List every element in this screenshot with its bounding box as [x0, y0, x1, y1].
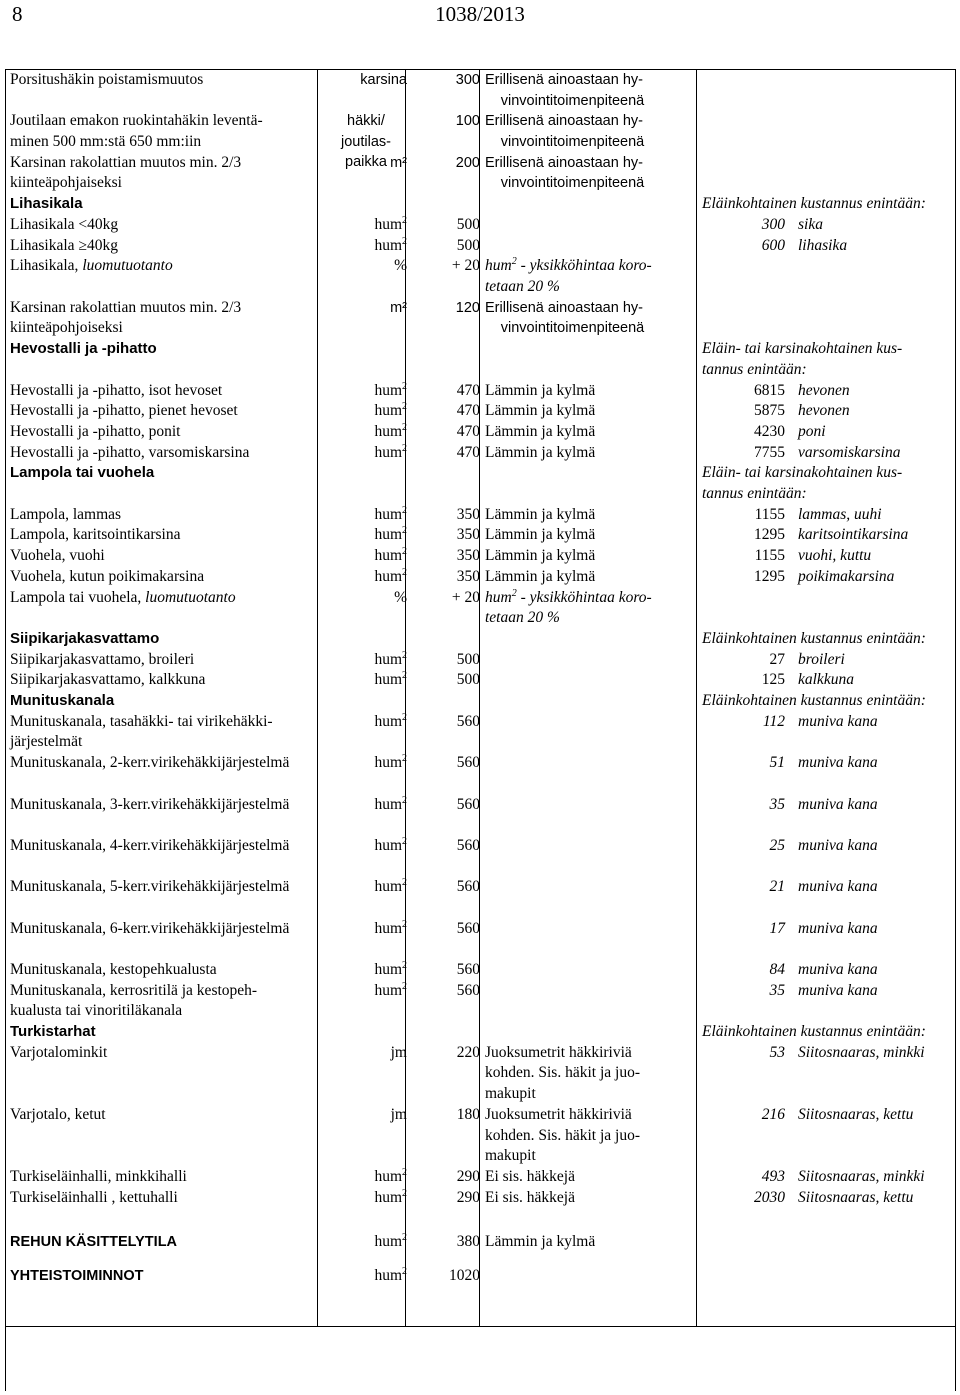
row-unit: hum$^2$: [374, 1266, 407, 1285]
section-cost-note: Eläin- tai karsinakohtainen kus- tannus enintään:: [702, 340, 903, 378]
table-row: [5, 1167, 956, 1188]
section-header: [5, 691, 956, 712]
row-unit-cost: 35: [769, 981, 785, 999]
row-unit: hum$^2$: [374, 753, 407, 772]
row-name: Siipikarjakasvattamo, kalkkuna: [10, 671, 206, 689]
row-unit-cost: 125: [761, 671, 785, 689]
row-value: 350: [456, 567, 480, 585]
row-unit: m²: [390, 299, 407, 316]
document-number: 1038/2013: [435, 2, 525, 26]
row-value: 500: [456, 650, 480, 668]
row-note: Lämmin ja kylmä: [485, 402, 596, 420]
row-name: Munituskanala, tasahäkki- tai virikehäkki- järjestelmät: [10, 712, 273, 751]
table-row: [5, 443, 956, 464]
row-name: Joutilaan emakon ruokintahäkin leventä- minen 500 mm:stä 650 mm:iin: [10, 112, 263, 150]
row-name: Turkiseläinhalli , kettuhalli: [10, 1188, 178, 1206]
row-unit: hum$^2$: [374, 877, 407, 896]
row-value: 500: [456, 671, 480, 689]
row-value: 560: [456, 712, 480, 730]
section-header: [5, 463, 956, 504]
row-name: Munituskanala, 2-kerr.virikehäkkijärjestelmä: [10, 754, 290, 772]
row-unit: hum$^2$: [374, 835, 407, 854]
row-unit-cost: 6815: [754, 381, 785, 399]
row-animal-type: muniva kana: [798, 961, 878, 979]
row-unit: hum$^2$: [374, 504, 407, 523]
table-row: [5, 153, 956, 194]
row-unit: hum$^2$: [374, 525, 407, 544]
row-unit-cost: 5875: [754, 402, 785, 420]
row-note: Lämmin ja kylmä: [485, 1232, 596, 1250]
row-animal-type: hevonen: [798, 381, 850, 399]
section-title: Lihasikala: [10, 195, 83, 213]
row-value: 200: [455, 154, 480, 171]
row-unit: hum$^2$: [374, 1187, 407, 1206]
page-header: [0, 0, 960, 30]
row-name: Porsitushäkin poistamismuutos: [10, 71, 204, 88]
row-value: 470: [456, 402, 480, 420]
table-row: [5, 919, 956, 960]
row-unit-cost: 25: [769, 836, 785, 854]
row-animal-type: karitsointikarsina: [798, 526, 909, 544]
row-unit: %: [394, 588, 407, 606]
row-unit-cost: 493: [761, 1168, 785, 1186]
row-unit: hum$^2$: [374, 214, 407, 233]
row-animal-type: muniva kana: [798, 712, 878, 730]
row-name: Lihasikala, luomutuotanto: [10, 257, 173, 275]
row-unit: %: [394, 257, 407, 275]
row-value: 500: [456, 236, 480, 254]
row-unit: hum$^2$: [374, 546, 407, 565]
table-row: [5, 70, 956, 111]
row-unit-cost: 35: [769, 795, 785, 813]
row-value: 560: [456, 878, 480, 896]
row-note: Lämmin ja kylmä: [485, 526, 596, 544]
section-header: [5, 1022, 956, 1043]
table-row: [5, 505, 956, 526]
row-name: Vuohela, vuohi: [10, 547, 105, 565]
row-unit: hum$^2$: [374, 235, 407, 254]
row-name: Lihasikala <40kg: [10, 215, 119, 233]
row-unit-cost: 2030: [754, 1188, 785, 1206]
row-name: Munituskanala, kestopehkualusta: [10, 961, 217, 979]
section-title: Turkistarhat: [10, 1023, 96, 1041]
row-name: Munituskanala, 3-kerr.virikehäkkijärjestelmä: [10, 795, 290, 813]
section-title: Hevostalli ja -pihatto: [10, 340, 157, 358]
row-note: hum$^2$ - yksikköhintaa koro- tetaan 20 %: [485, 256, 652, 295]
row-note: Lämmin ja kylmä: [485, 422, 596, 440]
row-name: Munituskanala, 5-kerr.virikehäkkijärjestelmä: [10, 878, 290, 896]
row-unit: hum$^2$: [374, 401, 407, 420]
row-note: Ei sis. häkkejä: [485, 1188, 575, 1206]
row-value: 350: [456, 526, 480, 544]
row-unit: hum$^2$: [374, 649, 407, 668]
table-row: [5, 422, 956, 443]
row-value: 180: [456, 1106, 480, 1123]
row-note: Lämmin ja kylmä: [485, 505, 596, 523]
row-unit-cost: 84: [769, 961, 785, 979]
row-unit: hum$^2$: [374, 442, 407, 461]
section-cost-note: Eläinkohtainen kustannus enintään:: [702, 629, 926, 647]
row-unit-cost: 17: [769, 919, 785, 937]
row-note: Lämmin ja kylmä: [485, 547, 596, 565]
row-animal-type: hevonen: [798, 402, 850, 420]
row-unit: hum$^2$: [374, 918, 407, 937]
row-name: Hevostalli ja -pihatto, pienet hevoset: [10, 402, 238, 420]
row-animal-type: vuohi, kuttu: [798, 547, 872, 565]
row-animal-type: poni: [798, 422, 826, 440]
row-animal-type: muniva kana: [798, 981, 878, 999]
row-unit: m²: [390, 154, 407, 171]
table-row: [5, 1266, 956, 1287]
row-name: Varjotalominkit: [10, 1043, 108, 1061]
row-unit-cost: 1155: [754, 505, 785, 523]
table-row: [5, 836, 956, 877]
row-value: 470: [456, 381, 480, 399]
table-row: [5, 256, 956, 297]
row-name: Hevostalli ja -pihatto, varsomiskarsina: [10, 443, 250, 461]
table-row: [5, 588, 956, 629]
table-row: [5, 236, 956, 257]
row-name: Munituskanala, 4-kerr.virikehäkkijärjestelmä: [10, 836, 290, 854]
row-unit: hum$^2$: [374, 1231, 407, 1250]
row-note: Erillisenä ainoastaan hy- vinvointitoimenpiteenä: [485, 154, 645, 192]
section-cost-note: Eläin- tai karsinakohtainen kus- tannus enintään:: [702, 464, 903, 502]
row-name: Munituskanala, kerrosritilä ja kestopeh- kualusta tai vinoritiläkanala: [10, 981, 258, 1020]
row-unit: hum$^2$: [374, 380, 407, 399]
row-unit-cost: 1295: [754, 526, 785, 544]
row-name: Hevostalli ja -pihatto, isot hevoset: [10, 381, 223, 399]
table-row: [5, 877, 956, 918]
section-cost-note: Eläinkohtainen kustannus enintään:: [702, 692, 926, 709]
page-number: 8: [12, 2, 23, 26]
row-animal-type: muniva kana: [798, 754, 878, 772]
section-cost-note: Eläinkohtainen kustannus enintään:: [702, 1023, 926, 1041]
row-animal-type: kalkkuna: [798, 671, 854, 689]
row-value: 560: [456, 981, 480, 999]
table-row: [5, 960, 956, 981]
row-value: 1020: [449, 1267, 480, 1285]
row-name: Siipikarjakasvattamo, broileri: [10, 650, 195, 668]
row-value: 560: [456, 961, 480, 979]
row-value: 470: [456, 443, 480, 461]
row-value: 560: [456, 754, 480, 772]
row-value: + 20: [451, 588, 480, 606]
row-animal-type: Siitosnaaras, minkki: [798, 1043, 925, 1061]
row-unit: hum$^2$: [374, 566, 407, 585]
row-name: Lihasikala ≥40kg: [10, 236, 118, 254]
row-value: 560: [456, 795, 480, 813]
row-name: Lampola tai vuohela, luomutuotanto: [10, 588, 236, 606]
row-value: 120: [455, 299, 480, 316]
row-unit: hum$^2$: [374, 794, 407, 813]
table-row: [5, 981, 956, 1022]
row-animal-type: muniva kana: [798, 836, 878, 854]
section-title: Munituskanala: [10, 692, 115, 709]
row-unit-cost: 7755: [754, 443, 785, 461]
row-unit: hum$^2$: [374, 960, 407, 979]
row-value: 290: [456, 1188, 480, 1206]
row-animal-type: varsomiskarsina: [798, 443, 901, 461]
row-name: Hevostalli ja -pihatto, ponit: [10, 422, 181, 440]
row-note: Erillisenä ainoastaan hy- vinvointitoimenpiteenä: [485, 113, 645, 150]
row-unit-cost: 4230: [754, 422, 785, 440]
table-row: [5, 381, 956, 402]
table-row: [5, 546, 956, 567]
row-value: + 20: [451, 257, 480, 275]
row-value: 350: [456, 505, 480, 523]
section-header: [5, 629, 956, 650]
row-value: 560: [456, 836, 480, 854]
row-value: 220: [456, 1043, 480, 1061]
row-note: Juoksumetrit häkkiriviä kohden. Sis. häkit ja juo- makupit: [485, 1043, 640, 1102]
row-unit-cost: 53: [769, 1043, 785, 1061]
row-animal-type: lammas, uuhi: [798, 505, 882, 523]
row-unit-cost: 1295: [754, 567, 785, 585]
row-name: Vuohela, kutun poikimakarsina: [10, 567, 205, 585]
row-note: Ei sis. häkkejä: [485, 1168, 575, 1186]
row-animal-type: muniva kana: [798, 795, 878, 813]
table-row: [5, 401, 956, 422]
table-row: [5, 712, 956, 753]
row-unit-cost: 21: [769, 878, 785, 896]
row-value: 470: [456, 422, 480, 440]
row-value: 380: [456, 1232, 480, 1250]
row-animal-type: Siitosnaaras, kettu: [798, 1106, 914, 1123]
row-note: Lämmin ja kylmä: [485, 567, 596, 585]
row-unit: hum$^2$: [374, 980, 407, 999]
row-value: 290: [456, 1168, 480, 1186]
row-name: YHTEISTOIMINNOT: [10, 1268, 144, 1285]
row-unit-cost: 600: [761, 236, 785, 254]
row-animal-type: broileri: [798, 650, 845, 668]
row-name: Karsinan rakolattian muutos min. 2/3 kiinteäpohjoiseksi: [10, 298, 242, 337]
row-animal-type: poikimakarsina: [798, 567, 895, 585]
row-animal-type: lihasika: [798, 236, 848, 254]
row-name: Varjotalo, ketut: [10, 1106, 106, 1123]
row-animal-type: sika: [798, 215, 823, 233]
row-value: 100: [455, 113, 480, 130]
row-value: 500: [456, 215, 480, 233]
row-note: Lämmin ja kylmä: [485, 443, 596, 461]
row-animal-type: Siitosnaaras, minkki: [798, 1168, 925, 1186]
table-row: [5, 1043, 956, 1105]
row-name: Karsinan rakolattian muutos min. 2/3 kiinteäpohjaiseksi: [10, 153, 242, 192]
row-unit-cost: 27: [769, 650, 785, 668]
row-note: Erillisenä ainoastaan hy- vinvointitoimenpiteenä: [485, 72, 645, 109]
row-value: 300: [455, 72, 480, 88]
table-row: [5, 1232, 956, 1253]
table-row: [5, 1105, 956, 1167]
section-title: Lampola tai vuohela: [10, 464, 155, 482]
row-note: hum$^2$ - yksikköhintaa koro- tetaan 20 %: [485, 587, 652, 626]
row-name: Lampola, lammas: [10, 505, 122, 523]
row-note: Lämmin ja kylmä: [485, 381, 596, 399]
row-animal-type: muniva kana: [798, 878, 878, 896]
table-row: [5, 525, 956, 546]
row-name: REHUN KÄSITTELYTILA: [10, 1233, 178, 1250]
row-unit-cost: 51: [769, 754, 785, 772]
table-row: [5, 298, 956, 339]
table-row: [5, 670, 956, 691]
section-header: [5, 194, 956, 215]
table-row: [5, 1188, 956, 1209]
table-bottom-line: [5, 1326, 956, 1327]
row-value: 350: [456, 547, 480, 565]
section-cost-note: Eläinkohtainen kustannus enintään:: [702, 195, 926, 213]
row-unit: hum$^2$: [374, 421, 407, 440]
section-title: Siipikarjakasvattamo: [10, 629, 160, 647]
table-row: [5, 215, 956, 236]
row-unit-cost: 300: [761, 215, 785, 233]
row-name: Turkiseläinhalli, minkkihalli: [10, 1168, 187, 1186]
row-unit-cost: 1155: [754, 547, 785, 565]
row-unit: karsina: [360, 72, 407, 88]
row-name: Munituskanala, 6-kerr.virikehäkkijärjestelmä: [10, 919, 290, 937]
row-unit: hum$^2$: [374, 1167, 407, 1186]
row-animal-type: muniva kana: [798, 919, 878, 937]
row-note: Juoksumetrit häkkiriviä kohden. Sis. häkit ja juo- makupit: [485, 1106, 640, 1164]
row-unit: hum$^2$: [374, 670, 407, 689]
row-unit: jm: [390, 1106, 407, 1123]
table-row: [5, 795, 956, 836]
row-unit-cost: 112: [762, 712, 785, 730]
row-value: 560: [456, 919, 480, 937]
row-unit: hum$^2$: [374, 711, 407, 730]
row-name: Lampola, karitsointikarsina: [10, 526, 181, 544]
table-row: [5, 567, 956, 588]
table-row: [5, 753, 956, 794]
row-unit-cost: 216: [761, 1106, 785, 1123]
row-unit: häkki/ joutilas- paikka: [341, 113, 391, 171]
table-row: [5, 650, 956, 671]
section-header: [5, 339, 956, 380]
row-note: Erillisenä ainoastaan hy- vinvointitoimenpiteenä: [485, 299, 645, 337]
row-animal-type: Siitosnaaras, kettu: [798, 1188, 914, 1206]
row-unit: jm: [390, 1043, 407, 1061]
